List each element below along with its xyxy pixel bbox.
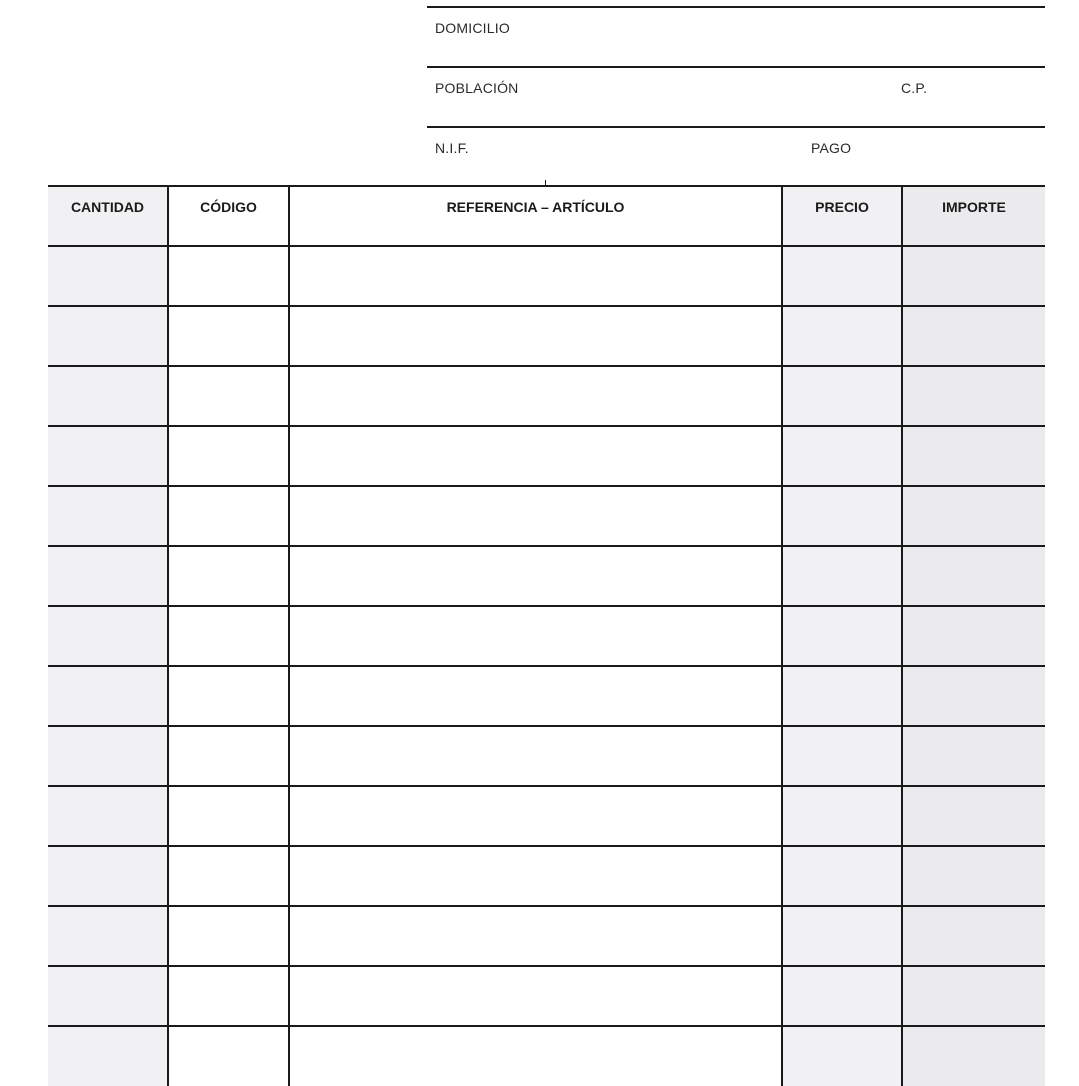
cell-importe[interactable] (902, 1026, 1045, 1086)
cell-importe[interactable] (902, 486, 1045, 546)
cell-importe[interactable] (902, 786, 1045, 846)
cell-precio[interactable] (782, 546, 902, 606)
cell-referencia[interactable] (289, 786, 782, 846)
cell-importe[interactable] (902, 546, 1045, 606)
cell-referencia[interactable] (289, 1026, 782, 1086)
cell-precio[interactable] (782, 606, 902, 666)
cell-cantidad[interactable] (48, 786, 168, 846)
cell-cantidad[interactable] (48, 606, 168, 666)
client-info-block (427, 6, 1045, 186)
cell-referencia[interactable] (289, 906, 782, 966)
cell-codigo[interactable] (168, 726, 289, 786)
cell-codigo[interactable] (168, 846, 289, 906)
cell-importe[interactable] (902, 366, 1045, 426)
cell-importe[interactable] (902, 306, 1045, 366)
table-row (48, 486, 1045, 546)
cell-referencia[interactable] (289, 306, 782, 366)
pago-field[interactable] (867, 158, 1037, 182)
cell-importe[interactable] (902, 606, 1045, 666)
poblacion-field[interactable] (547, 98, 887, 122)
table-row (48, 966, 1045, 1026)
cp-label: C.P. (901, 80, 928, 96)
cell-importe[interactable] (902, 846, 1045, 906)
nif-field[interactable] (507, 158, 797, 182)
header-cantidad: CANTIDAD (48, 186, 168, 246)
cell-cantidad[interactable] (48, 906, 168, 966)
cell-importe[interactable] (902, 666, 1045, 726)
cell-referencia[interactable] (289, 486, 782, 546)
header-codigo: CÓDIGO (168, 186, 289, 246)
cell-codigo[interactable] (168, 246, 289, 306)
cp-field[interactable] (947, 98, 1037, 122)
header-referencia: REFERENCIA – ARTÍCULO (289, 186, 782, 246)
cell-referencia[interactable] (289, 426, 782, 486)
cell-precio[interactable] (782, 426, 902, 486)
table-row (48, 1026, 1045, 1086)
table-row (48, 546, 1045, 606)
cell-cantidad[interactable] (48, 246, 168, 306)
nif-label: N.I.F. (435, 140, 469, 156)
domicilio-field[interactable] (547, 38, 1027, 62)
cell-referencia[interactable] (289, 726, 782, 786)
cell-cantidad[interactable] (48, 966, 168, 1026)
table-row (48, 786, 1045, 846)
cell-codigo[interactable] (168, 366, 289, 426)
cell-precio[interactable] (782, 906, 902, 966)
cell-codigo[interactable] (168, 546, 289, 606)
poblacion-label: POBLACIÓN (435, 80, 519, 96)
cell-referencia[interactable] (289, 366, 782, 426)
header-precio: PRECIO (782, 186, 902, 246)
cell-cantidad[interactable] (48, 1026, 168, 1086)
table-row (48, 426, 1045, 486)
domicilio-label: DOMICILIO (435, 20, 510, 36)
cell-cantidad[interactable] (48, 306, 168, 366)
cell-codigo[interactable] (168, 906, 289, 966)
cell-codigo[interactable] (168, 666, 289, 726)
items-table (48, 185, 1045, 1086)
nif-row (427, 126, 1045, 186)
cell-cantidad[interactable] (48, 366, 168, 426)
cell-codigo[interactable] (168, 786, 289, 846)
cell-cantidad[interactable] (48, 726, 168, 786)
cell-precio[interactable] (782, 246, 902, 306)
cell-codigo[interactable] (168, 486, 289, 546)
cell-codigo[interactable] (168, 606, 289, 666)
table-row (48, 366, 1045, 426)
cell-codigo[interactable] (168, 426, 289, 486)
domicilio-row (427, 6, 1045, 66)
cell-precio[interactable] (782, 846, 902, 906)
table-body (48, 246, 1045, 1086)
cell-referencia[interactable] (289, 846, 782, 906)
poblacion-row (427, 66, 1045, 126)
cell-importe[interactable] (902, 966, 1045, 1026)
cell-importe[interactable] (902, 726, 1045, 786)
cell-codigo[interactable] (168, 306, 289, 366)
cell-codigo[interactable] (168, 966, 289, 1026)
table-row (48, 306, 1045, 366)
cell-precio[interactable] (782, 366, 902, 426)
cell-cantidad[interactable] (48, 426, 168, 486)
cell-precio[interactable] (782, 1026, 902, 1086)
cell-referencia[interactable] (289, 246, 782, 306)
cell-precio[interactable] (782, 726, 902, 786)
cell-cantidad[interactable] (48, 666, 168, 726)
cell-importe[interactable] (902, 426, 1045, 486)
cell-referencia[interactable] (289, 966, 782, 1026)
cell-precio[interactable] (782, 966, 902, 1026)
cell-referencia[interactable] (289, 666, 782, 726)
cell-precio[interactable] (782, 306, 902, 366)
cell-referencia[interactable] (289, 546, 782, 606)
pago-label: PAGO (811, 140, 852, 156)
cell-precio[interactable] (782, 486, 902, 546)
cell-precio[interactable] (782, 786, 902, 846)
cell-cantidad[interactable] (48, 846, 168, 906)
cell-referencia[interactable] (289, 606, 782, 666)
cell-codigo[interactable] (168, 1026, 289, 1086)
table-row (48, 906, 1045, 966)
cell-importe[interactable] (902, 246, 1045, 306)
cell-importe[interactable] (902, 906, 1045, 966)
table-header-row (48, 186, 1045, 246)
cell-cantidad[interactable] (48, 546, 168, 606)
table-row (48, 726, 1045, 786)
table-row (48, 846, 1045, 906)
table-row (48, 246, 1045, 306)
table-row (48, 666, 1045, 726)
table-row (48, 606, 1045, 666)
header-importe: IMPORTE (902, 186, 1045, 246)
cell-precio[interactable] (782, 666, 902, 726)
cell-cantidad[interactable] (48, 486, 168, 546)
